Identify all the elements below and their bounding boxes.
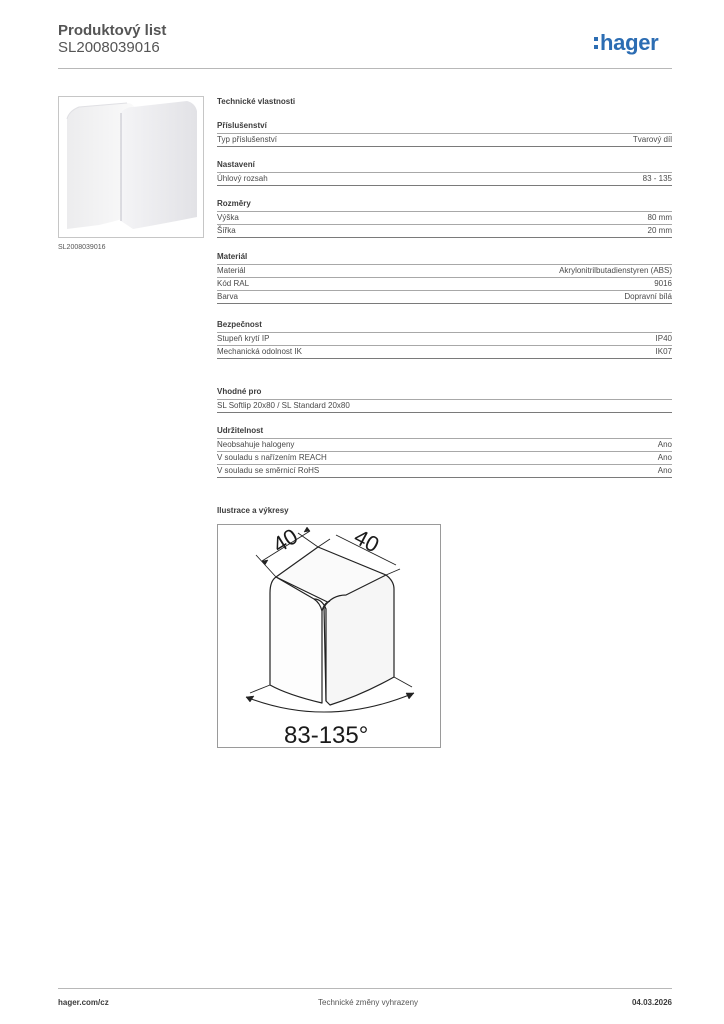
spec-row: [217, 333, 672, 346]
product-photo-image: [59, 97, 203, 237]
spec-value: Ano: [657, 440, 672, 449]
spec-value: Tvarový díl: [632, 135, 672, 144]
section-title: Nastavení: [217, 160, 672, 173]
hager-logo[interactable]: [594, 30, 658, 56]
spec-label: Stupeň krytí IP: [217, 334, 270, 343]
footer-website-link[interactable]: hager.com/cz: [58, 998, 109, 1007]
spec-label: Mechanická odolnost IK: [217, 347, 302, 356]
spec-row: [217, 346, 672, 359]
spec-value: Ano: [657, 466, 672, 475]
footer-date: 04.03.2026: [631, 998, 672, 1007]
spec-title: Technické vlastnosti: [217, 97, 296, 106]
spec-label: Šířka: [217, 226, 236, 235]
logo-text: hager: [600, 30, 659, 55]
spec-row: [217, 225, 672, 238]
spec-value: Akrylonitrilbutadienstyren (ABS): [559, 266, 672, 275]
spec-value: IP40: [655, 334, 672, 343]
section-sustainability: [217, 426, 672, 478]
document-title: Produktový list: [58, 22, 167, 39]
section-title: Materiál: [217, 252, 672, 265]
spec-row: [217, 400, 672, 413]
section-dimensions: [217, 199, 672, 238]
dimension-right-label: 40: [350, 525, 384, 558]
illustration-title: Ilustrace a výkresy: [217, 506, 289, 515]
section-title: Rozměry: [217, 199, 672, 212]
section-title: Bezpečnost: [217, 320, 672, 333]
spec-label: Typ příslušenství: [217, 135, 278, 144]
footer-note: Technické změny vyhrazeny: [318, 998, 419, 1007]
spec-value: 9016: [654, 279, 672, 288]
section-suitable-for: [217, 387, 672, 413]
spec-value: 20 mm: [647, 226, 672, 235]
section-material: [217, 252, 672, 304]
spec-row: [217, 465, 672, 478]
spec-row: [217, 452, 672, 465]
spec-label: Výška: [217, 213, 239, 222]
dimension-left-label: 40: [268, 525, 303, 558]
product-code: SL2008039016: [58, 39, 160, 56]
spec-row: [217, 265, 672, 278]
spec-value: Dopravní bílá: [624, 292, 672, 301]
spec-row: [217, 134, 672, 147]
footer-divider: [58, 988, 672, 989]
spec-label: Neobsahuje halogeny: [217, 440, 295, 449]
spec-value: Ano: [657, 453, 672, 462]
section-accessories: [217, 121, 672, 147]
spec-row: [217, 278, 672, 291]
technical-drawing-image: [218, 525, 440, 747]
spec-label: V souladu s nařízením REACH: [217, 453, 327, 462]
product-photo: [58, 96, 204, 238]
spec-label: Materiál: [217, 266, 246, 275]
section-title: Vhodné pro: [217, 387, 672, 400]
spec-value: IK07: [655, 347, 672, 356]
spec-value: 83 - 135: [642, 174, 672, 183]
spec-label: SL Softlip 20x80 / SL Standard 20x80: [217, 401, 350, 410]
section-title: Udržitelnost: [217, 426, 672, 439]
spec-row: [217, 291, 672, 304]
section-safety: [217, 320, 672, 359]
spec-label: Barva: [217, 292, 238, 301]
section-title: Příslušenství: [217, 121, 672, 134]
spec-row: [217, 173, 672, 186]
spec-label: V souladu se směrnicí RoHS: [217, 466, 320, 475]
spec-label: Kód RAL: [217, 279, 250, 288]
angle-range-label: 83-135°: [284, 722, 369, 747]
logo-colon-icon: [594, 37, 599, 50]
header-divider: [58, 68, 672, 69]
section-settings: [217, 160, 672, 186]
spec-row: [217, 212, 672, 225]
spec-label: Úhlový rozsah: [217, 174, 268, 183]
spec-row: [217, 439, 672, 452]
photo-caption: SL2008039016: [58, 244, 106, 251]
technical-drawing: [217, 524, 441, 748]
spec-value: 80 mm: [647, 213, 672, 222]
